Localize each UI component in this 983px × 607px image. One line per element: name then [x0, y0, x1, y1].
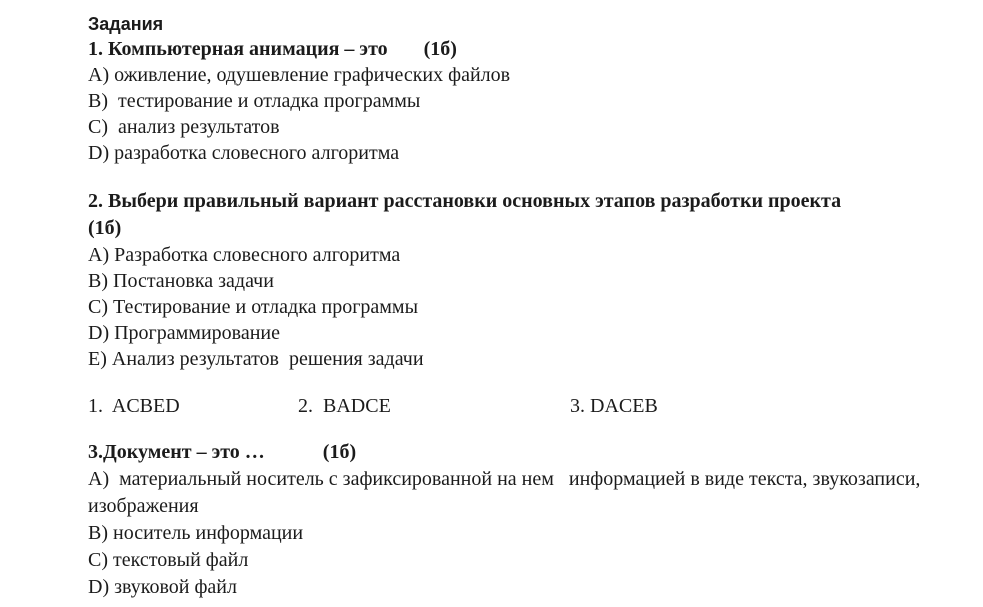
answer-variants-row	[88, 393, 963, 419]
question-3-title: 3.Документ – это …	[88, 441, 265, 463]
question-2-option-d: D) Программирование	[88, 322, 280, 344]
question-1-option-c: С) анализ результатов	[88, 116, 280, 138]
question-1-option-d: D) разработка словесного алгоритма	[88, 142, 400, 164]
question-1	[88, 36, 963, 166]
answer-variant-2: 2. BADCE	[298, 395, 391, 417]
question-2	[88, 188, 963, 372]
question-3-option-d: D) звуковой файл	[88, 576, 237, 598]
answer-variant-1: 1. ACBED	[88, 395, 180, 417]
question-2-option-e: Е) Анализ результатов решения задачи	[88, 348, 424, 370]
question-2-title: 2. Выбери правильный вариант расстановки основных этапов разработки проекта	[88, 190, 842, 212]
question-1-points: (1б)	[423, 38, 457, 60]
question-1-title-line	[88, 36, 963, 62]
answer-variant-3: 3. DACEB	[570, 395, 658, 417]
question-1-title: 1. Компьютерная анимация – это	[88, 38, 388, 60]
question-2-option-c: С) Тестирование и отладка программы	[88, 296, 419, 318]
question-2-option-b: В) Постановка задачи	[88, 270, 274, 292]
question-3-points: (1б)	[322, 441, 357, 463]
question-3-title-line	[88, 438, 963, 466]
question-1-option-a: А) оживление, одушевление графических файлов	[88, 64, 511, 86]
question-2-points: (1б)	[88, 217, 122, 239]
question-3-option-c: С) текстовый файл	[88, 549, 249, 571]
document-heading: Задания	[88, 14, 164, 34]
question-1-option-b: В) тестирование и отладка программы	[88, 90, 421, 112]
question-2-option-a: А) Разработка словесного алгоритма	[88, 244, 401, 266]
question-3	[88, 438, 963, 601]
question-3-option-b: В) носитель информации	[88, 522, 304, 544]
question-3-option-a: А) материальный носитель с зафиксированной на нем информацией в виде текста, звукозаписи, изображения	[88, 468, 926, 517]
